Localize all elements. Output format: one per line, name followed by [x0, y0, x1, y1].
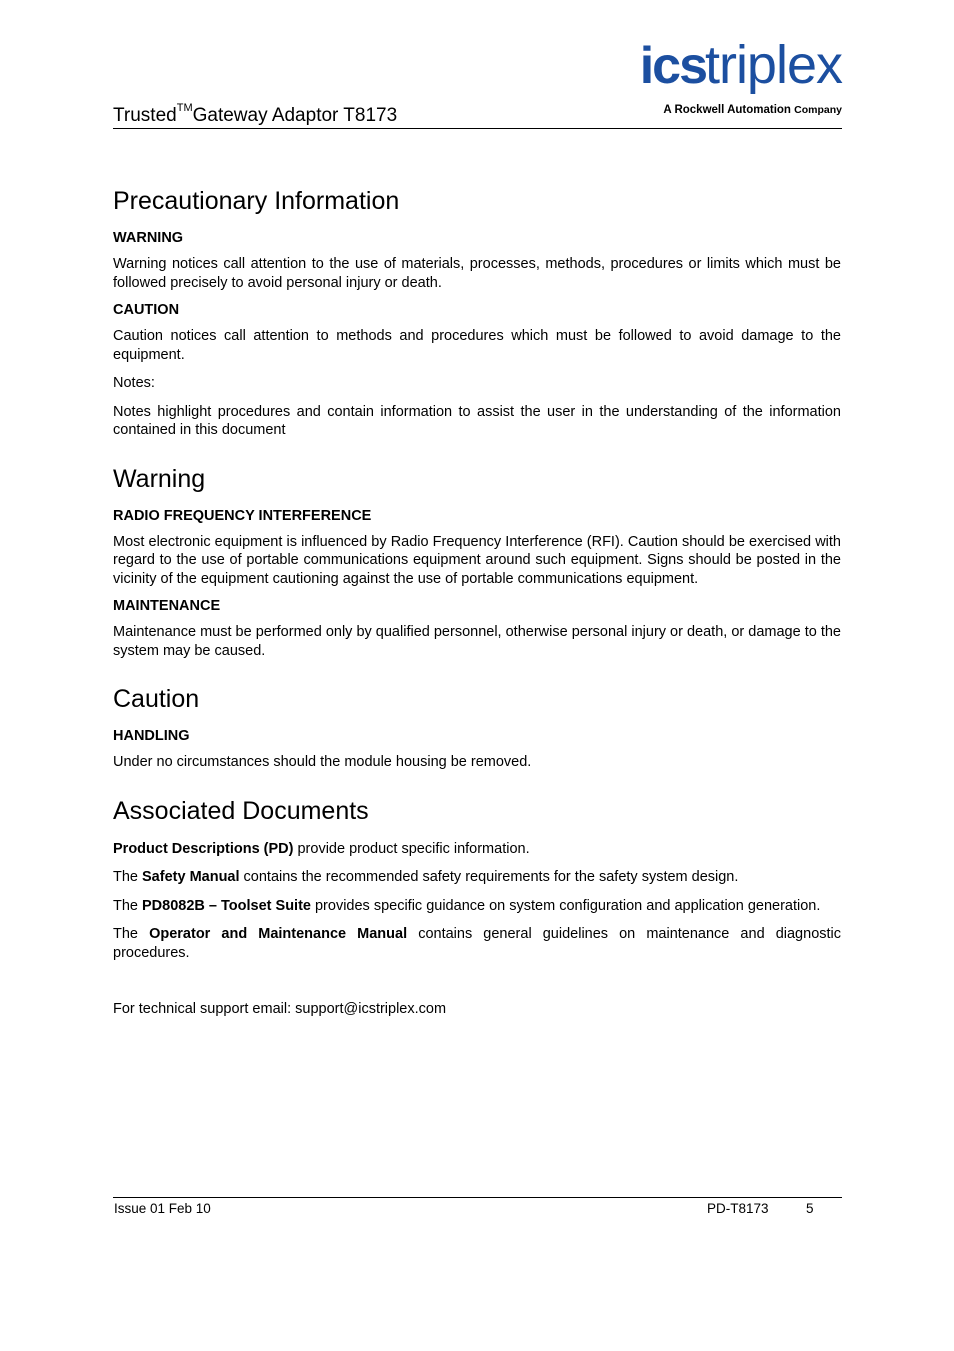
label-handling: HANDLING: [113, 728, 190, 744]
label-maintenance: MAINTENANCE: [113, 598, 221, 614]
logo-ics-text: ics: [639, 37, 706, 95]
logo-tagline-company: Company: [794, 104, 842, 116]
label-radio-frequency-interference: RADIO FREQUENCY INTERFERENCE: [113, 507, 372, 524]
warning-description: Warning notices call attention to the use of materials, processes, methods, procedures or limits which must be followed precisely to avoid personal injury or death.: [113, 256, 841, 291]
notes-description: Notes highlight procedures and contain information to assist the user in the understanding of the information contained in this document: [113, 403, 841, 438]
product-descriptions-term: Product Descriptions (PD): [113, 840, 294, 857]
heading-caution: Caution: [113, 685, 200, 713]
title-trusted: Trusted: [113, 105, 177, 126]
product-descriptions-paragraph: [113, 840, 841, 859]
technical-support-line: For technical support email: support@icstriplex.com: [113, 1001, 447, 1017]
safety-manual-term: Safety Manual: [142, 869, 240, 885]
issue-date: Issue 01 Feb 10: [114, 1201, 211, 1216]
operator-manual-paragraph: [113, 925, 841, 962]
caution-description: Caution notices call attention to methods and procedures which must be followed to avoid damage to the equipment.: [113, 328, 841, 363]
logo-triplex-text: triplex: [704, 35, 842, 95]
toolset-suite-text: provides specific guidance on system configuration and application generation.: [310, 897, 821, 914]
label-caution: CAUTION: [113, 302, 180, 318]
safety-manual-paragraph: [113, 868, 841, 887]
logo-tagline-main: A Rockwell Automation: [663, 104, 791, 116]
toolset-suite-term: PD8082B – Toolset Suite: [142, 897, 311, 914]
label-warning: WARNING: [113, 230, 184, 246]
document-body: [113, 186, 841, 1029]
safety-manual-prefix: The: [113, 869, 143, 885]
safety-manual-text: contains the recommended safety requirements for the safety system design.: [239, 869, 739, 885]
document-id: PD-T8173: [707, 1201, 769, 1216]
rfi-description: Most electronic equipment is influenced by Radio Frequency Interference (RFI). Caution should be exercised with regard to the use of portable communications equipment around such equipment. Signs should be posted in the vicinity of the equipment cautioning against the use of portable communications equipment.: [113, 533, 841, 587]
page-number: 5: [806, 1201, 814, 1216]
handling-description: Under no circumstances should the module housing be removed.: [113, 754, 532, 770]
page-footer: [113, 1197, 842, 1221]
maintenance-description: Maintenance must be performed only by qualified personnel, otherwise personal injury or death, or damage to the system may be caused.: [113, 624, 841, 659]
heading-warning: Warning: [113, 464, 206, 493]
operator-manual-prefix: The: [113, 926, 150, 942]
toolset-suite-paragraph: [113, 897, 841, 916]
product-descriptions-text: provide product specific information.: [293, 840, 530, 857]
heading-precautionary-information: Precautionary Information: [113, 187, 400, 215]
operator-manual-term: Operator and Maintenance Manual: [149, 926, 408, 942]
trademark-superscript: TM: [176, 102, 193, 114]
toolset-suite-prefix: The: [113, 897, 143, 914]
notes-label: Notes:: [113, 375, 155, 391]
operator-manual-text: contains general guidelines on maintenance and diagnostic procedures.: [113, 926, 842, 961]
title-product: Gateway Adaptor T8173: [192, 105, 398, 126]
logo-tagline: [663, 104, 842, 116]
document-title: [113, 102, 398, 126]
page-header: [113, 35, 842, 129]
heading-associated-documents: Associated Documents: [113, 796, 369, 825]
ics-triplex-logo: [610, 35, 842, 118]
